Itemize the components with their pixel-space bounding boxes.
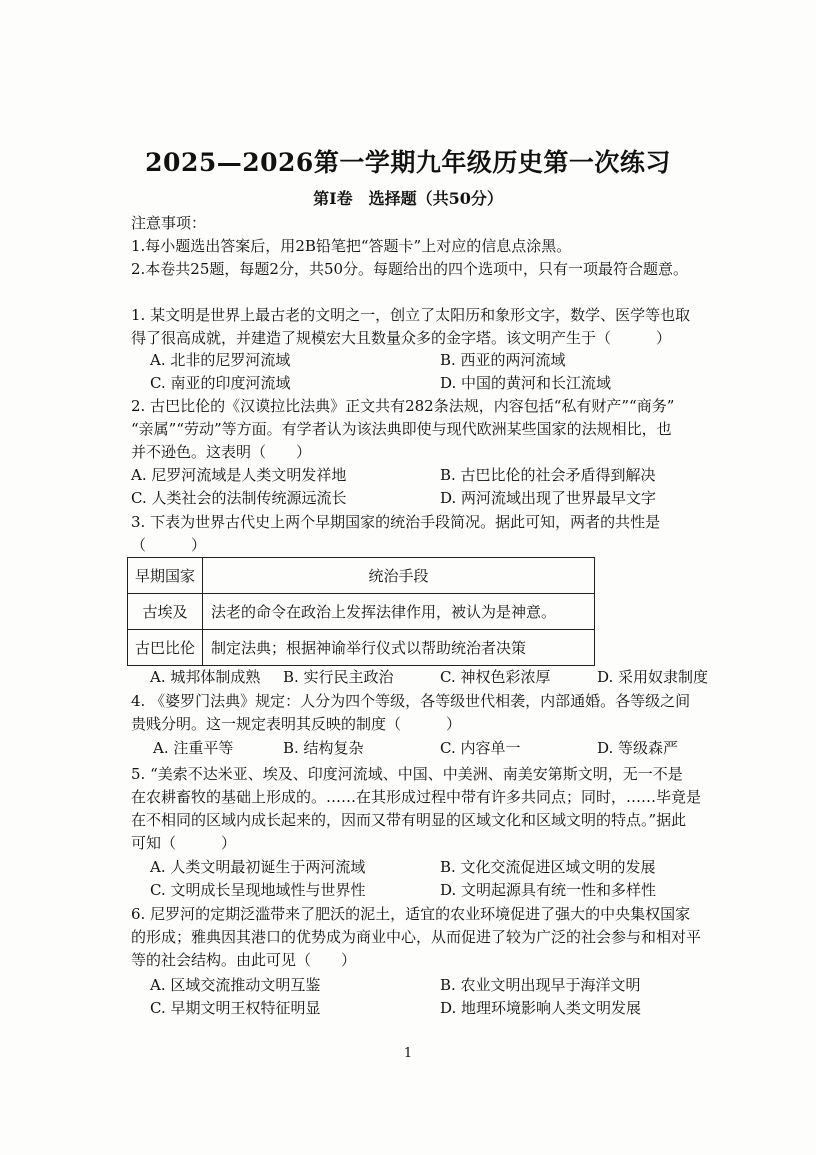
question-4-stem: 贵贱分明。这一规定表明其反映的制度（ ） — [131, 715, 462, 733]
question-6-stem: 6. 尼罗河的定期泛滥带来了肥沃的泥土，适宜的农业环境促进了强大的中央集权国家 — [131, 905, 691, 923]
question-3-option-c[interactable]: C. 神权色彩浓厚 — [440, 668, 551, 686]
page-number: 1 — [403, 1046, 413, 1061]
question-6-option-b[interactable]: B. 农业文明出现早于海洋文明 — [440, 976, 641, 994]
question-3-option-b[interactable]: B. 实行民主政治 — [283, 668, 394, 686]
question-6-stem: 的形成；雅典因其港口的优势成为商业中心，从而促进了较为广泛的社会参与和相对平 — [131, 928, 702, 946]
table-header-row — [128, 558, 595, 594]
question-2-option-b[interactable]: B. 古巴比伦的社会矛盾得到解决 — [440, 466, 656, 484]
question-3-stem: （ ） — [131, 536, 207, 554]
question-5-option-d[interactable]: D. 文明起源具有统一性和多样性 — [440, 881, 657, 899]
question-2-option-a[interactable]: A. 尼罗河流域是人类文明发祥地 — [131, 466, 347, 484]
table-cell: 制定法典；根据神谕举行仪式以帮助统治者决策 — [203, 630, 595, 666]
question-1-option-d[interactable]: D. 中国的黄河和长江流域 — [440, 374, 612, 392]
rule-methods-table — [127, 557, 595, 666]
table-cell: 古埃及 — [128, 594, 203, 630]
question-6-option-c[interactable]: C. 早期文明王权特征明显 — [150, 999, 321, 1017]
table-cell: 古巴比伦 — [128, 630, 203, 666]
question-4-option-a[interactable]: A. 注重平等 — [153, 739, 234, 757]
question-1-option-a[interactable]: A. 北非的尼罗河流域 — [150, 351, 291, 369]
table-header-cell: 统治手段 — [203, 558, 595, 594]
exam-title: 2025—2026第一学期九年级历史第一次练习 — [145, 148, 671, 177]
question-5-option-c[interactable]: C. 文明成长呈现地域性与世界性 — [150, 881, 366, 899]
question-2-option-c[interactable]: C. 人类社会的法制传统源远流长 — [131, 489, 347, 507]
notice-heading: 注意事项： — [131, 214, 207, 232]
question-5-stem: 可知（ ） — [131, 834, 237, 852]
question-4-stem: 4. 《婆罗门法典》规定：人分为四个等级，各等级世代相袭，内部通婚。各等级之间 — [131, 692, 691, 710]
question-1-stem: 1. 某文明是世界上最古老的文明之一，创立了太阳历和象形文字，数学、医学等也取 — [131, 306, 691, 324]
notice-item: 1.每小题选出答案后，用2B铅笔把“答题卡”上对应的信息点涂黑。 — [131, 237, 572, 255]
question-4-option-d[interactable]: D. 等级森严 — [597, 739, 679, 757]
question-4-option-b[interactable]: B. 结构复杂 — [283, 739, 364, 757]
question-5-option-b[interactable]: B. 文化交流促进区域文明的发展 — [440, 858, 656, 876]
question-1-option-c[interactable]: C. 南亚的印度河流域 — [150, 374, 291, 392]
question-6-option-a[interactable]: A. 区域交流推动文明互鉴 — [150, 976, 321, 994]
table-row — [128, 630, 595, 666]
question-2-stem: 并不逊色。这表明（ ） — [131, 443, 312, 461]
question-3-stem: 3. 下表为世界古代史上两个早期国家的统治手段简况。据此可知，两者的共性是 — [131, 513, 661, 531]
question-1-option-b[interactable]: B. 西亚的两河流域 — [440, 351, 566, 369]
question-4-option-c[interactable]: C. 内容单一 — [440, 739, 521, 757]
question-6-option-d[interactable]: D. 地理环境影响人类文明发展 — [440, 999, 642, 1017]
question-2-option-d[interactable]: D. 两河流域出现了世界最早文字 — [440, 489, 657, 507]
question-3-option-d[interactable]: D. 采用奴隶制度 — [597, 668, 709, 686]
question-5-option-a[interactable]: A. 人类文明最初诞生于两河流域 — [150, 858, 366, 876]
question-2-stem: 2. 古巴比伦的《汉谟拉比法典》正文共有282条法规，内容包括“私有财产”“商务” — [131, 397, 675, 415]
question-5-stem: 5. “美索不达米亚、埃及、印度河流域、中国、中美洲、南美安第斯文明，无一不是 — [131, 765, 683, 783]
question-2-stem: “亲属”“劳动”等方面。有学者认为该法典即使与现代欧洲某些国家的法规相比，也 — [131, 420, 672, 438]
question-1-stem: 得了很高成就，并建造了规模宏大且数量众多的金字塔。该文明产生于（ ） — [131, 329, 672, 347]
section-title: 第Ⅰ卷 选择题（共50分） — [313, 189, 503, 208]
question-5-stem: 在农耕畜牧的基础上形成的。……在其形成过程中带有许多共同点；同时，……毕竟是 — [131, 788, 702, 806]
table-header-cell: 早期国家 — [128, 558, 203, 594]
table-cell: 法老的命令在政治上发挥法律作用，被认为是神意。 — [203, 594, 595, 630]
question-6-stem: 等的社会结构。由此可见（ ） — [131, 951, 357, 969]
question-5-stem: 在不相同的区域内成长起来的，因而又带有明显的区域文化和区域文明的特点。”据此 — [131, 811, 687, 829]
notice-item: 2.本卷共25题，每题2分，共50分。每题给出的四个选项中，只有一项最符合题意。 — [131, 260, 689, 278]
table-row — [128, 594, 595, 630]
question-3-option-a[interactable]: A. 城邦体制成熟 — [150, 668, 261, 686]
